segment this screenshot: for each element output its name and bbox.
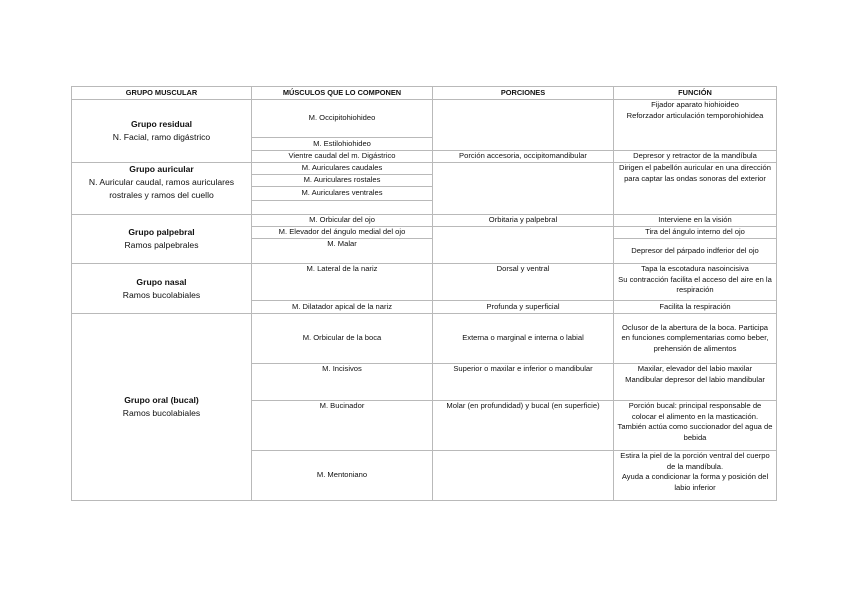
- portion-cell: Superior o maxilar e inferior o mandibular: [433, 364, 614, 401]
- group-nerve: Ramos bucolabiales: [122, 408, 201, 418]
- table-row: [72, 100, 777, 138]
- function-cell: [614, 100, 777, 151]
- muscle-cell: M. Malar: [252, 239, 433, 264]
- group-nerve: Ramos bucolabiales: [122, 289, 201, 300]
- function-line: Estira la piel de la porción ventral del cuerpo de la mandíbula.: [620, 451, 770, 471]
- portion-cell: Orbitaria y palpebral: [433, 215, 614, 227]
- function-line: Reforzador articulación temporohiohidea: [626, 110, 764, 120]
- group-name: Grupo nasal: [136, 276, 187, 287]
- muscle-cell: M. Auriculares ventrales: [252, 187, 433, 201]
- function-cell: Oclusor de la abertura de la boca. Participa en funciones complementarias como beber, prehensión de alimentos: [614, 314, 777, 364]
- function-cell: Dirigen el pabellón auricular en una dirección para captar las ondas sonoras del exterior: [614, 163, 777, 215]
- portion-cell: Molar (en profundidad) y bucal (en superficie): [433, 401, 614, 451]
- muscle-cell: M. Occipitohiohideo: [252, 100, 433, 138]
- function-cell: Facilita la respiración: [614, 301, 777, 314]
- muscle-cell: M. Dilatador apical de la nariz: [252, 301, 433, 314]
- portion-cell: [433, 227, 614, 264]
- group-name: Grupo palpebral: [128, 227, 195, 238]
- header-grupo-muscular: GRUPO MUSCULAR: [72, 87, 252, 100]
- portion-cell: [433, 163, 614, 215]
- function-cell: [614, 451, 777, 501]
- portion-cell: Externa o marginal e interna o labial: [433, 314, 614, 364]
- function-line: Maxilar, elevador del labio maxilar: [637, 364, 753, 373]
- portion-cell: Profunda y superficial: [433, 301, 614, 314]
- group-name: Grupo oral (bucal): [124, 395, 199, 406]
- muscle-cell: M. Estilohiohideo: [252, 138, 433, 151]
- table-row: [72, 314, 777, 364]
- muscle-cell: M. Bucinador: [252, 401, 433, 451]
- group-cell-nasal: [72, 264, 252, 314]
- function-line: Ayuda a condicionar la forma y posición del labio inferior: [621, 472, 769, 492]
- group-nerve: N. Auricular caudal, ramos auriculares rostrales y ramos del cuello: [88, 176, 235, 200]
- group-nerve: Ramos palpebrales: [124, 240, 199, 250]
- portion-cell: Porción accesoria, occipitomandibular: [433, 151, 614, 163]
- header-porciones: PORCIONES: [433, 87, 614, 100]
- table-row: [72, 264, 777, 301]
- group-name: Grupo residual: [130, 119, 193, 130]
- group-cell-oral: [72, 314, 252, 501]
- group-cell-auricular: [72, 163, 252, 215]
- function-line: Fijador aparato hiohioideo: [651, 100, 739, 109]
- muscle-cell: M. Orbicular del ojo: [252, 215, 433, 227]
- function-cell: Depresor y retractor de la mandíbula: [614, 151, 777, 163]
- function-cell: Tira del ángulo interno del ojo: [614, 227, 777, 239]
- function-cell: Porción bucal: principal responsable de colocar el alimento en la masticación. También actúa como succionador del agua de bebida: [614, 401, 777, 451]
- muscle-cell: [252, 201, 433, 215]
- header-musculos: MÚSCULOS QUE LO COMPONEN: [252, 87, 433, 100]
- muscle-cell: Vientre caudal del m. Digástrico: [252, 151, 433, 163]
- function-line: Tapa la escotadura nasoincisiva: [641, 264, 749, 273]
- muscle-cell: M. Auriculares rostales: [252, 175, 433, 187]
- function-line: Mandibular depresor del labio mandibular: [625, 374, 765, 384]
- group-cell-residual: [72, 100, 252, 163]
- function-cell: Depresor del párpado indferior del ojo: [614, 239, 777, 264]
- group-name: Grupo auricular: [129, 164, 194, 174]
- portion-cell: [433, 100, 614, 151]
- function-cell: [614, 364, 777, 401]
- muscle-cell: M. Mentoniano: [252, 451, 433, 501]
- function-line: Su contracción facilita el acceso del aire en la respiración: [618, 274, 772, 295]
- muscle-cell: M. Elevador del ángulo medial del ojo: [252, 227, 433, 239]
- table-row: [72, 215, 777, 227]
- group-cell-palpebral: [72, 215, 252, 264]
- muscle-cell: M. Incisivos: [252, 364, 433, 401]
- muscle-cell: M. Orbicular de la boca: [252, 314, 433, 364]
- table-row: [72, 163, 777, 175]
- portion-cell: [433, 451, 614, 501]
- group-nerve: N. Facial, ramo digástrico: [112, 132, 211, 142]
- function-cell: [614, 264, 777, 301]
- muscle-table: [71, 86, 777, 501]
- muscle-cell: M. Lateral de la nariz: [252, 264, 433, 301]
- portion-cell: Dorsal y ventral: [433, 264, 614, 301]
- table-header-row: [72, 87, 777, 100]
- muscle-cell: M. Auriculares caudales: [252, 163, 433, 175]
- function-cell: Interviene en la visión: [614, 215, 777, 227]
- header-funcion: FUNCIÓN: [614, 87, 777, 100]
